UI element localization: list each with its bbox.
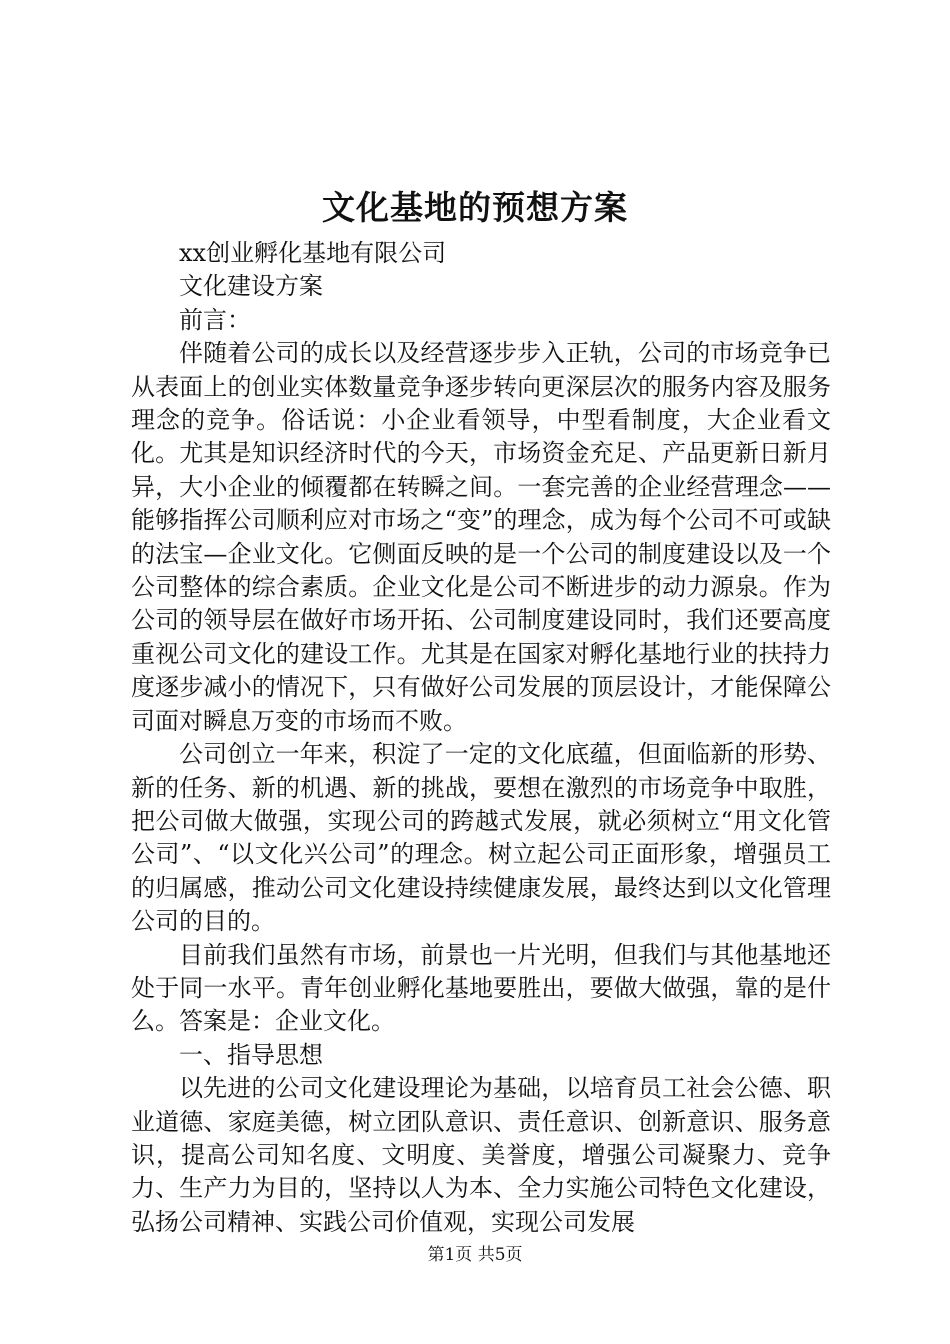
paragraph: 伴随着公司的成长以及经营逐步步入正轨，公司的市场竞争已从表面上的创业实体数量竞争逐步转向更深层次的服务内容及服务理念的竞争。俗话说：小企业看领导，中型看制度，大企业看文化。尤其是知识经济时代的今天，市场资金充足、产品更新日新月异，大小企业的倾覆都在转瞬之间。一套完善的企业经营理念——能够指挥公司顺利应对市场之“变”的理念，成为每个公司不可或缺的法宝—企业文化。它侧面反映的是一个公司的制度建设以及一个公司整体的综合素质。企业文化是公司不断进步的动力源泉。作为公司的领导层在做好市场开拓、公司制度建设同时，我们还要高度重视公司文化的建设工作。尤其是在国家对孵化基地行业的扶持力度逐步减小的情况下，只有做好公司发展的顶层设计，才能保障公司面对瞬息万变的市场而不败。	[131, 339, 831, 735]
document-body	[131, 237, 831, 1239]
paragraph: 以先进的公司文化建设理论为基础，以培育员工社会公德、职业道德、家庭美德，树立团队意识、责任意识、创新意识、服务意识，提高公司知名度、文明度、美誉度，增强公司凝聚力、竞争力、生产力为目的，坚持以人为本、全力实施公司特色文化建设，弘扬公司精神、实践公司价值观，实现公司发展	[131, 1074, 831, 1236]
document-title: 文化基地的预想方案	[322, 188, 628, 227]
company-name-line: xx创业孵化基地有限公司	[179, 239, 447, 267]
paragraph: 公司创立一年来，积淀了一定的文化底蕴，但面临新的形势、新的任务、新的机遇、新的挑战，要想在激烈的市场竞争中取胜，把公司做大做强，实现公司的跨越式发展，就必须树立“用文化管公司”、“以文化兴公司”的理念。树立起公司正面形象，增强员工的归属感，推动公司文化建设持续健康发展，最终达到以文化管理公司的目的。	[131, 740, 831, 936]
section-heading: 一、指导思想	[179, 1040, 323, 1069]
preface-heading: 前言：	[179, 305, 251, 334]
page-footer: 第1页 共5页	[427, 1245, 523, 1265]
plan-name-line: 文化建设方案	[179, 272, 323, 301]
paragraph: 目前我们虽然有市场，前景也一片光明，但我们与其他基地还处于同一水平。青年创业孵化基地要胜出，要做大做强，靠的是什么。答案是：企业文化。	[131, 940, 831, 1036]
